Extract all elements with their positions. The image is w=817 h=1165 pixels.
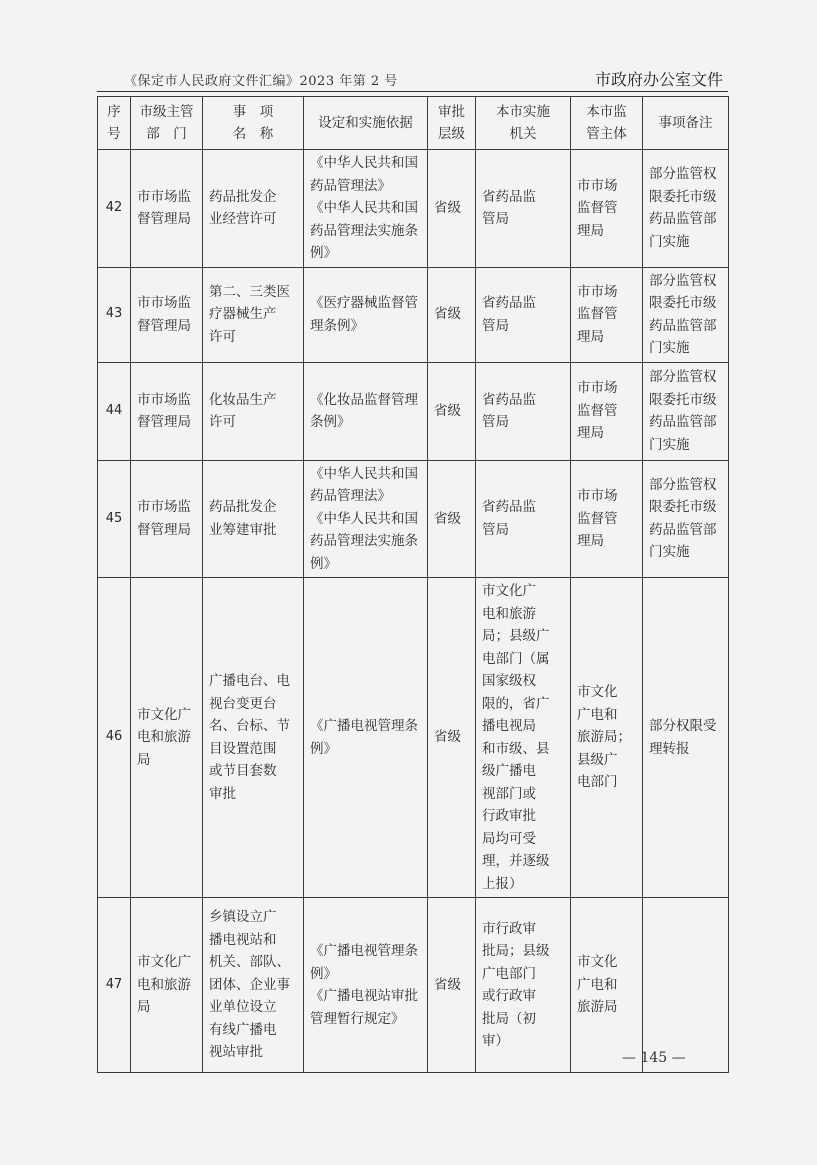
cell-text-line: 第二、三类医 — [209, 283, 290, 300]
cell-note — [643, 578, 729, 898]
cell-text-line: 市文化广 — [137, 954, 191, 971]
header-text-line: 本市监 — [586, 104, 627, 120]
header-text-line: 审批 — [438, 104, 465, 120]
cell-text-line: 《中华人民共和国 — [310, 155, 418, 171]
table-row — [98, 150, 729, 268]
cell-text-line: 市市场 — [577, 283, 618, 300]
cell-text-line: 监督管 — [577, 510, 618, 527]
cell-text-line: 理转报 — [649, 740, 690, 757]
cell-text-line: 市市场监 — [137, 188, 191, 205]
cell-text-line: 县级广 — [577, 751, 618, 768]
approval-items-table — [97, 96, 729, 1073]
cell-text-line: 部分监管权 — [649, 272, 717, 289]
cell-department — [131, 150, 203, 268]
page-number: — 145 — — [622, 1050, 686, 1066]
cell-basis — [304, 267, 428, 362]
col-header-agency — [476, 97, 571, 150]
cell-department — [131, 267, 203, 362]
cell-number: 46 — [98, 578, 131, 898]
cell-department — [131, 578, 203, 898]
cell-text-line: 督管理局 — [137, 211, 191, 228]
cell-number: 45 — [98, 460, 131, 578]
cell-text-line: 批局（初 — [482, 1010, 536, 1027]
cell-basis — [304, 460, 428, 578]
cell-note — [643, 267, 729, 362]
cell-note — [643, 898, 729, 1073]
cell-text-line: 乡镇设立广 — [209, 909, 277, 926]
cell-text-line: 市行政审 — [482, 920, 536, 937]
cell-text-line: 广电和 — [577, 706, 618, 723]
cell-text-line: 理局 — [577, 425, 604, 442]
cell-text-line: 药品管理法》 — [310, 177, 391, 194]
cell-text-line: 《化妆品监督管理 — [310, 391, 418, 408]
cell-text-line: 局均可受 — [482, 830, 536, 847]
section-title: 市政府办公室文件 — [594, 70, 723, 89]
cell-text-line: 视部门或 — [482, 785, 536, 802]
cell-text-line: 理，并逐级 — [482, 853, 550, 869]
cell-text-line: 管理暂行规定》 — [310, 1010, 405, 1027]
col-header-department — [131, 97, 203, 150]
cell-text-line: 《广播电视管理条 — [310, 943, 418, 959]
cell-supervisor — [571, 362, 643, 460]
table-row — [98, 578, 729, 898]
cell-text-line: 电部门 — [577, 774, 618, 791]
cell-text-line: 条例》 — [310, 414, 351, 430]
cell-text-line: 监督管 — [577, 402, 618, 419]
cell-text-line: 门实施 — [649, 340, 690, 356]
cell-text-line: 药品管理法》 — [310, 488, 391, 504]
cell-text-line: 许可 — [209, 328, 236, 345]
cell-basis — [304, 362, 428, 460]
cell-text-line: 省药品监 — [482, 188, 536, 205]
cell-text-line: 市文化 — [577, 684, 618, 701]
header-text-line: 市级主管 — [139, 104, 194, 120]
cell-text-line: 或节目套数 — [209, 763, 277, 779]
cell-text-line: 门实施 — [649, 436, 690, 453]
cell-text-line: 市文化广 — [137, 706, 191, 723]
cell-text-line: 理局 — [577, 222, 604, 239]
cell-note — [643, 150, 729, 268]
cell-department — [131, 898, 203, 1073]
cell-text-line: 部分监管权 — [649, 369, 717, 385]
cell-basis — [304, 150, 428, 268]
cell-text-line: 市市场 — [577, 177, 618, 194]
cell-text-line: 业筹建审批 — [209, 521, 277, 538]
cell-text-line: 化妆品生产 — [209, 391, 277, 408]
cell-text-line: 局 — [137, 999, 151, 1016]
cell-text-line: 例》 — [310, 740, 337, 757]
cell-text-line: 药品批发企 — [209, 499, 277, 516]
cell-text-line: 有线广播电 — [209, 1021, 277, 1038]
cell-text-line: 《医疗器械监督管 — [310, 295, 418, 311]
header-rule — [97, 91, 728, 92]
cell-agency — [476, 898, 571, 1073]
cell-text-line: 《中华人民共和国 — [310, 510, 418, 527]
table-header-row — [98, 97, 729, 150]
cell-text-line: 和市级、县 — [482, 740, 550, 757]
cell-note — [643, 460, 729, 578]
table-row — [98, 460, 729, 578]
cell-text-line: 例》 — [310, 965, 337, 982]
cell-text-line: 药品监管部 — [649, 317, 717, 334]
header-text-line: 部 门 — [146, 126, 187, 142]
cell-supervisor — [571, 150, 643, 268]
cell-text-line: 限的，省广 — [482, 695, 550, 712]
cell-text-line: 督管理局 — [137, 521, 191, 538]
cell-text-line: 审） — [482, 1033, 509, 1049]
publication-title: 《保定市人民政府文件汇编》2023 年第 2 号 — [124, 74, 398, 89]
cell-text-line: 广播电台、电 — [209, 673, 290, 689]
cell-text-line: 电和旅游 — [482, 605, 536, 622]
cell-text-line: 省药品监 — [482, 499, 536, 516]
cell-number: 42 — [98, 150, 131, 268]
header-text-line: 事项备注 — [658, 115, 713, 131]
cell-number: 44 — [98, 362, 131, 460]
cell-text-line: 广电和 — [577, 976, 618, 993]
table-row — [98, 267, 729, 362]
cell-text-line: 市市场 — [577, 380, 618, 397]
cell-text-line: 管局 — [482, 521, 509, 538]
cell-text-line: 目设置范围 — [209, 740, 277, 757]
cell-text-line: 疗器械生产 — [209, 306, 277, 323]
cell-agency — [476, 150, 571, 268]
col-header-item-name — [203, 97, 304, 150]
cell-supervisor — [571, 460, 643, 578]
cell-text-line: 上报） — [482, 875, 523, 892]
cell-text-line: 视站审批 — [209, 1044, 263, 1061]
cell-text-line: 业单位设立 — [209, 999, 277, 1016]
cell-text-line: 市市场 — [577, 488, 618, 504]
cell-text-line: 限委托市级 — [649, 391, 717, 408]
cell-text-line: 理局 — [577, 533, 604, 549]
header-text-line: 层级 — [438, 126, 465, 142]
col-header-basis — [304, 97, 428, 150]
cell-text-line: 省药品监 — [482, 295, 536, 311]
cell-text-line: 部分监管权 — [649, 476, 717, 493]
cell-text-line: 药品监管部 — [649, 521, 717, 538]
header-text-line: 号 — [107, 126, 121, 142]
cell-level: 省级 — [428, 578, 476, 898]
cell-text-line: 市市场监 — [137, 391, 191, 408]
cell-text-line: 限委托市级 — [649, 499, 717, 516]
cell-level: 省级 — [428, 460, 476, 578]
cell-text-line: 电部门（属 — [482, 650, 550, 667]
cell-item-name — [203, 578, 304, 898]
cell-text-line: 《中华人民共和国 — [310, 465, 418, 482]
cell-text-line: 局；县级广 — [482, 628, 550, 644]
table-row — [98, 898, 729, 1073]
cell-text-line: 例》 — [310, 245, 337, 261]
cell-text-line: 理局 — [577, 328, 604, 345]
cell-text-line: 限委托市级 — [649, 188, 717, 205]
cell-text-line: 旅游局 — [577, 999, 618, 1016]
cell-text-line: 监督管 — [577, 306, 618, 323]
cell-agency — [476, 362, 571, 460]
header-text-line: 名 称 — [232, 126, 274, 142]
cell-basis — [304, 578, 428, 898]
header-text-line: 事 项 — [232, 104, 274, 120]
table-row — [98, 362, 729, 460]
cell-text-line: 名、台标、节 — [209, 718, 290, 734]
header-text-line: 机关 — [509, 126, 537, 142]
cell-text-line: 国家级权 — [482, 673, 536, 689]
cell-supervisor — [571, 267, 643, 362]
cell-text-line: 药品管理法实施条 — [310, 533, 418, 549]
cell-text-line: 管局 — [482, 414, 509, 430]
cell-text-line: 督管理局 — [137, 414, 191, 430]
cell-text-line: 批局；县级 — [482, 943, 550, 959]
cell-text-line: 市文化 — [577, 954, 618, 971]
cell-text-line: 理条例》 — [310, 317, 364, 334]
cell-text-line: 级广播电 — [482, 763, 536, 779]
cell-agency — [476, 578, 571, 898]
col-header-number — [98, 97, 131, 150]
header-text-line: 序 — [107, 104, 121, 120]
cell-text-line: 管局 — [482, 317, 509, 334]
cell-item-name — [203, 267, 304, 362]
cell-level: 省级 — [428, 898, 476, 1073]
cell-text-line: 部分监管权 — [649, 166, 717, 183]
cell-level: 省级 — [428, 267, 476, 362]
cell-text-line: 行政审批 — [482, 808, 536, 824]
cell-text-line: 市市场监 — [137, 499, 191, 516]
cell-text-line: 团体、企业事 — [209, 976, 290, 993]
cell-text-line: 旅游局； — [577, 729, 631, 746]
cell-text-line: 部分权限受 — [649, 718, 717, 734]
cell-basis — [304, 898, 428, 1073]
cell-text-line: 市市场监 — [137, 295, 191, 311]
cell-text-line: 许可 — [209, 414, 236, 430]
cell-text-line: 播电视站和 — [209, 931, 277, 948]
cell-text-line: 例》 — [310, 555, 337, 572]
cell-number: 43 — [98, 267, 131, 362]
cell-text-line: 视台变更台 — [209, 695, 277, 712]
col-header-supervisor — [571, 97, 643, 150]
cell-supervisor — [571, 898, 643, 1073]
cell-text-line: 电和旅游 — [137, 729, 191, 746]
cell-number: 47 — [98, 898, 131, 1073]
header-text-line: 本市实施 — [496, 104, 550, 120]
cell-department — [131, 362, 203, 460]
cell-text-line: 播电视局 — [482, 718, 536, 734]
cell-text-line: 门实施 — [649, 233, 690, 250]
cell-item-name — [203, 362, 304, 460]
cell-text-line: 《广播电视站审批 — [310, 988, 418, 1004]
cell-text-line: 省药品监 — [482, 391, 536, 408]
cell-text-line: 局 — [137, 751, 151, 768]
cell-text-line: 《广播电视管理条 — [310, 718, 418, 734]
cell-text-line: 药品批发企 — [209, 188, 277, 205]
cell-text-line: 电和旅游 — [137, 976, 191, 993]
header-text-line: 管主体 — [586, 126, 627, 142]
cell-text-line: 监督管 — [577, 200, 618, 216]
cell-text-line: 审批 — [209, 785, 236, 802]
cell-text-line: 督管理局 — [137, 317, 191, 334]
cell-level: 省级 — [428, 150, 476, 268]
cell-text-line: 管局 — [482, 211, 509, 228]
cell-note — [643, 362, 729, 460]
cell-item-name — [203, 460, 304, 578]
header-text-line: 设定和实施依据 — [318, 115, 413, 131]
cell-supervisor — [571, 578, 643, 898]
cell-agency — [476, 267, 571, 362]
cell-item-name — [203, 898, 304, 1073]
cell-agency — [476, 460, 571, 578]
cell-text-line: 市文化广 — [482, 583, 536, 599]
cell-department — [131, 460, 203, 578]
cell-text-line: 业经营许可 — [209, 211, 277, 228]
cell-text-line: 《中华人民共和国 — [310, 200, 418, 216]
cell-text-line: 药品监管部 — [649, 211, 717, 228]
cell-text-line: 门实施 — [649, 544, 690, 561]
cell-text-line: 广电部门 — [482, 965, 536, 982]
cell-text-line: 限委托市级 — [649, 295, 717, 311]
col-header-note — [643, 97, 729, 150]
cell-level: 省级 — [428, 362, 476, 460]
cell-text-line: 药品监管部 — [649, 414, 717, 430]
cell-item-name — [203, 150, 304, 268]
cell-text-line: 或行政审 — [482, 988, 536, 1004]
cell-text-line: 机关、部队、 — [209, 954, 290, 971]
cell-text-line: 药品管理法实施条 — [310, 222, 418, 239]
col-header-level — [428, 97, 476, 150]
